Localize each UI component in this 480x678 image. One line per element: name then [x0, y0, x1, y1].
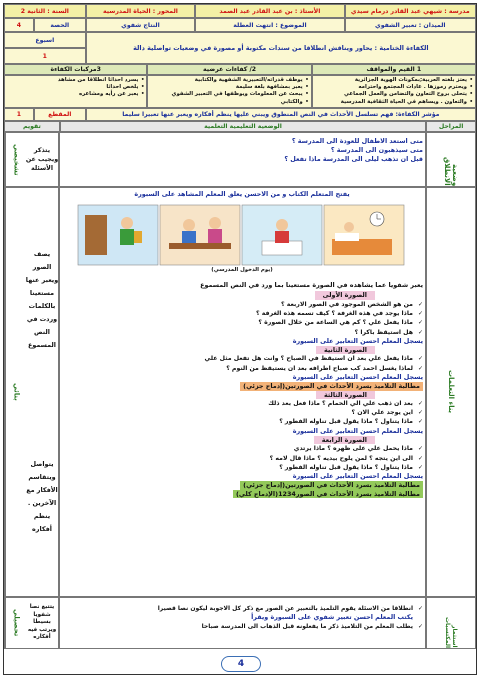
picture-4-note: يسجل المعلم احسن التعابير على السبورة	[292, 471, 423, 480]
values-title: 1 القيم والمواقف	[312, 64, 476, 75]
stages-header: المراحل	[426, 121, 476, 132]
list-item: • يعبر بمشافهة بلغة سليمة	[172, 84, 309, 91]
list-item: • يعبر عن رأيه ومشاعره	[58, 91, 145, 98]
final-line: ✓ انطلاقا من الاسئلة يقوم التلميذ بالتعبير عن الصور مع ذكر كل الاجوبة ليكون نصا قصيرا	[59, 604, 425, 613]
lesson-illustration	[77, 201, 407, 279]
intro-eval-type: تشخيصي	[5, 133, 27, 186]
intro-evaluation: يتذكر ويجيب عن الأسئلة	[25, 147, 59, 172]
list-item: • يلخص احداثا	[58, 84, 145, 91]
final-eval-type: تحصيلي	[5, 598, 27, 648]
school-cell: مدرسة : شيهي عبد القادر درمام سيدي	[345, 4, 476, 18]
final-evaluation: يتتبع نصا شفويا بسيطا ويرتب فيه أفكاره	[27, 604, 57, 641]
week-box	[4, 32, 86, 64]
intro-question: متى سيذهبون الى المدرسة ؟	[330, 146, 423, 155]
picture-3-question: ✓ بعد ان ذهب علي الي الحمام ؟ ماذا فعل بعد ذلك	[59, 399, 425, 408]
situation-header: الوضعية التعليمية التعلمية	[60, 121, 426, 132]
illustration-caption: (يوم الدخول المدرسي)	[211, 267, 273, 274]
picture-1-question: ✓ ماذا يفعل علي ؟ كم هي الساعة من خلال الصورة ؟	[59, 318, 425, 327]
week-label: اسبوع	[4, 32, 86, 48]
build-stage-label: بناء التعلمات	[447, 370, 455, 414]
final-competence: الكفاءة الختامية : يحاور ويناقش انطلاقا من سندات مكتوبة أو مصورة في وضعيات تواصلية دالة	[86, 32, 476, 64]
cross-title: 2/ كفاءات عرضية	[147, 64, 311, 75]
list-item: • ويحترم رموزها . عادات المجتمع واحترامه	[341, 84, 473, 91]
evaluation-header: تقويم	[4, 121, 60, 132]
picture-3-title: الصورة الثالثة	[316, 391, 375, 400]
picture-4-question: ✓ الى اين يتجه ؟ لمن يلوح بيديه ؟ ماذا قال لامه ؟	[59, 454, 425, 463]
picture-3-question: ✓ ماذا يتناول ؟ ماذا يقول قبل تناوله الفطور ؟	[59, 417, 425, 426]
components-body	[4, 75, 476, 108]
intro-question: متى استعد الاطفال للعودة الى المدرسة ؟	[291, 137, 423, 145]
table-head	[4, 121, 476, 132]
picture-1-question: ✓ من هو الشخص الموجود في الصور الاربعة ؟	[59, 300, 425, 309]
final-line: يكتب المعلم احسن تعبير شفوي على السبورة ويقرأ	[251, 613, 413, 622]
page-number: 4	[221, 656, 261, 672]
output-cell: النتاج شفوي	[86, 18, 196, 32]
picture-2-note: يسجل المعلم احسن التعابير على السبورة	[292, 372, 423, 381]
segment-number: 1	[4, 108, 34, 121]
picture-1-question: ✓ هل استيقظ باكرا ؟	[59, 328, 425, 337]
final-content	[58, 597, 426, 649]
cross-list	[172, 77, 309, 106]
build-evaluation-a: يصف الصور ويعبر عنها مستعينا بالكلمات وردت في النص المسموع	[25, 250, 59, 349]
picture-2-merge: مطالبة التلاميذ بسرد الأحداث في الصورتين(إدماج جزئي)	[240, 382, 423, 391]
picture-1-note: يسجل المعلم احسن التعابير على السبورة	[292, 336, 423, 345]
picture-4-title: الصورة الرابعة	[314, 436, 375, 445]
picture-1-title: الصورة الأولى	[315, 291, 375, 300]
competence-row	[4, 32, 476, 64]
build-instruction: يعبر شفويا عما يشاهده في الصورة مستعينا بما ورد في النص المسموع	[200, 281, 423, 290]
field-cell: الميدان : تعبير الشفوي	[345, 18, 476, 32]
picture-1-question: ✓ ماذا يوجد في هذه الغرفة ؟ كيف تسمه هذه الغرفة ؟	[59, 309, 425, 318]
intro-stage-label: وضعية الانطلاق	[443, 157, 459, 186]
picture-4-merge-full: مطالبة التلاميذ بسرد الأحداث في الصور1234(الإدماج كلي)	[233, 490, 423, 499]
session-label: الحصة	[34, 18, 86, 32]
picture-2-question: ✓ ماذا يفعل علي بعد ان استيقظ في الصباح ؟ وانت هل تفعل مثل علي	[59, 354, 425, 363]
build-eval-type: بنائي	[5, 188, 27, 596]
list-item: • والتعاون . ويساهم في الحياة الثقافية المدرسية	[341, 99, 473, 106]
list-item: • يتحلى بروح التعاون والتضامن والعمل الجماعي	[341, 91, 473, 98]
list-item: • يوظف قدراته/التعبيرية الشفهية والكتابية	[172, 77, 309, 84]
intro-question: قبل ان تذهب ليلى الى المدرسة ماذا تفعل ؟	[284, 155, 423, 164]
teacher-cell: الأستاذ : بن عبد القادر عبد الصمد	[195, 4, 344, 18]
build-content	[58, 187, 426, 597]
list-item: • يعتز بلغته العربية;بمكونات الهوية الجزائرية	[341, 77, 473, 84]
lesson-sheet	[3, 3, 477, 675]
values-list	[341, 77, 473, 106]
list-item: • يسرد احداثا انطلاقا من مشاهد	[58, 77, 145, 84]
scene-3-panel	[160, 205, 240, 265]
session-number: 4	[4, 18, 34, 32]
picture-4-merge-partial: مطالبة التلاميذ بسرد الأحداث في الصورتين(إدماج جزئي)	[240, 481, 423, 490]
final-stage-label: استثمار المكتسبات	[444, 616, 458, 648]
indicator-row	[4, 108, 476, 121]
picture-2-question: ✓ لماذا يغسل احمد كب صباح اطرافه بعد ان يستيقظ من النوم ؟	[59, 364, 425, 373]
picture-4-question: ✓ ماذا يتناول ؟ ماذا يقول قبل تناوله الفطور ؟	[59, 463, 425, 472]
final-line: ✓ يطلب المعلم من التلاميذ ذكر ما يفعلونه قبل الذهاب الى المدرسة صباحا	[59, 622, 425, 631]
build-evaluation-b: يتواصل ويتقاسم الأفكار مع الآخرين . ينظم أفكاره	[26, 460, 58, 533]
picture-4-question: ✓ ماذا يحمل علي على ظهره ؟ ماذا يرتدي	[59, 444, 425, 453]
subject-cell: الموضوع : انتهت العطلة	[195, 18, 344, 32]
segment-label: المقطع	[34, 108, 86, 121]
list-item: • يبحث عن المعلومات ويوظفها في التعبير الشفوي	[172, 91, 309, 98]
intro-content	[58, 132, 426, 187]
header-row-2	[4, 18, 476, 32]
picture-3-question: ✓ اين يوجد علي الان ؟	[59, 408, 425, 417]
picture-3-note: يسجل المعلم احسن التعابير على السبورة	[292, 426, 423, 435]
components-list	[58, 77, 145, 99]
axis-cell: المحور : الحياة المدرسية	[86, 4, 196, 18]
list-item: • والكتابي	[172, 99, 309, 106]
components-titles	[4, 64, 476, 75]
picture-2-title: الصورة الثانية	[316, 346, 375, 355]
year-cell: السنة : الثانية 2	[4, 4, 86, 18]
build-intro: يفتح المتعلم الكتاب و من الاحسن يعلق المعلم المشاهد على السبورة	[134, 190, 350, 198]
components-title: 3مركبات الكفاءة	[4, 64, 147, 75]
header-row-1	[4, 4, 476, 18]
week-number: 1	[4, 48, 86, 64]
competence-indicator: مؤشر الكفاءة: فهم تسلسل الأحداث في النص المنطوق ويبني عليها ينظم أفكاره ويعبر عنها تعبيرا سليما	[86, 108, 476, 121]
